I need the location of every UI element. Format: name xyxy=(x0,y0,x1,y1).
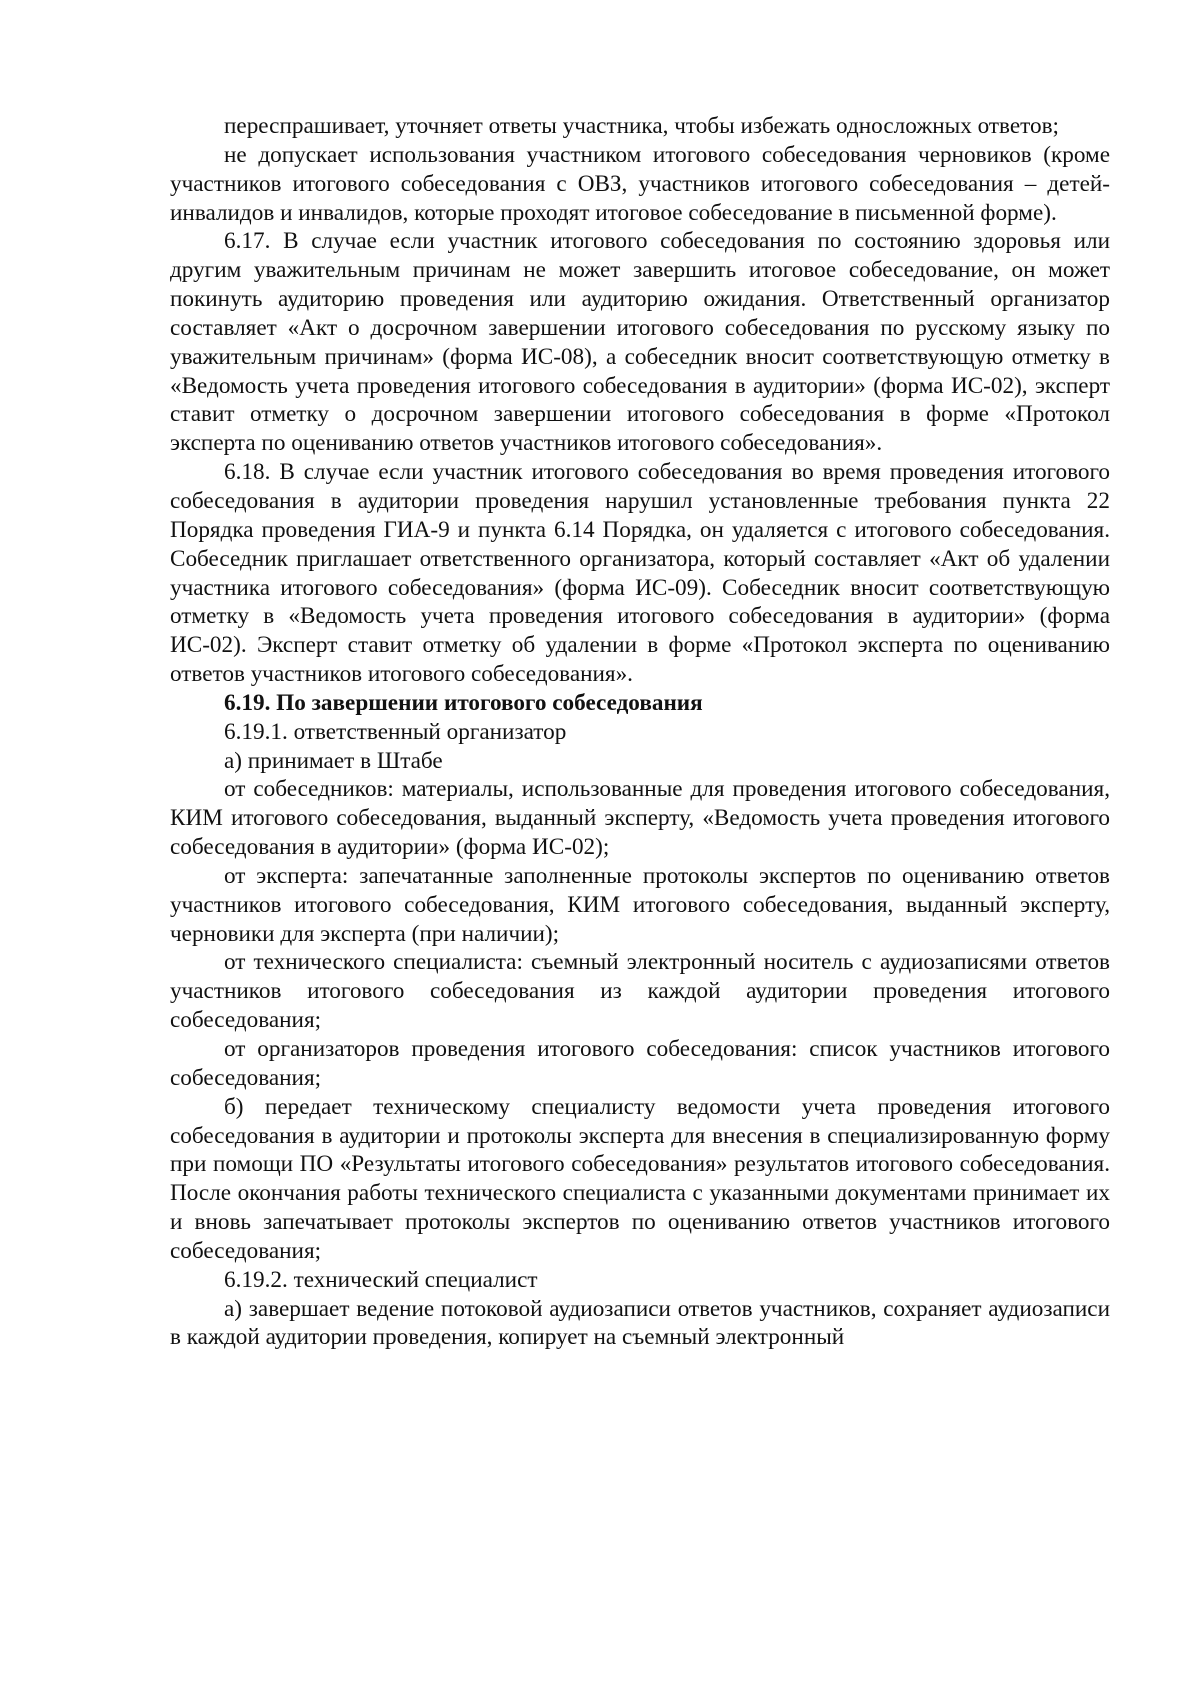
document-page xyxy=(170,112,1110,1592)
heading-6-19: 6.19. По завершении итогового собеседования xyxy=(224,689,703,716)
paragraph-from-organizers: от организаторов проведения итогового собеседования: список участников итогового собеседования; xyxy=(170,1036,1110,1091)
paragraph-drafts-rule: не допускает использования участником итогового собеседования черновиков (кроме участников итогового собеседования с ОВЗ, участников итогового собеседования – детей-инвалидов и инвалидов, которые проходят итоговое собеседование в письменной форме). xyxy=(170,141,1110,226)
paragraph-6-19-2-a: а) завершает ведение потоковой аудиозаписи ответов участников, сохраняет аудиозаписи в каждой аудитории проведения, копирует на съемный электронный xyxy=(170,1295,1110,1351)
paragraph-from-tech-specialist: от технического специалиста: съемный электронный носитель с аудиозаписями ответов участников итогового собеседования из каждой аудитории проведения итогового собеседования; xyxy=(170,949,1110,1034)
paragraph-6-19-2: 6.19.2. технический специалист xyxy=(224,1266,538,1293)
paragraph-6-19-1-a: а) принимает в Штабе xyxy=(224,747,443,774)
paragraph-continuation-1: переспрашивает, уточняет ответы участника, чтобы избежать односложных ответов; xyxy=(224,113,1059,139)
paragraph-from-interviewers: от собеседников: материалы, использованные для проведения итогового собеседования, КИМ итогового собеседования, выданный эксперту, «Ведомость учета проведения итогового собеседования в аудитории» (форма ИС-02); xyxy=(170,776,1110,861)
paragraph-6-19-1: 6.19.1. ответственный организатор xyxy=(224,718,567,745)
paragraph-6-17: 6.17. В случае если участник итогового собеседования по состоянию здоровья или другим уважительным причинам не может завершить итоговое собеседование, он может покинуть аудиторию проведения или аудиторию ожидания. Ответственный организатор составляет «Акт о досрочном завершении итогового собеседования по русскому языку по уважительным причинам» (форма ИС-08), а собеседник вносит соответствующую отметку в «Ведомость учета проведения итогового собеседования в аудитории» (форма ИС-02), эксперт ставит отметку о досрочном завершении итогового собеседования в форме «Протокол эксперта по оцениванию ответов участников итогового собеседования». xyxy=(170,228,1110,457)
paragraph-6-19-1-b: б) передает техническому специалисту ведомости учета проведения итогового собеседования в аудитории и протоколы эксперта для внесения в специализированную форму при помощи ПО «Результаты итогового собеседования» результатов итогового собеседования. После окончания работы технического специалиста с указанными документами принимает их и вновь запечатывает протоколы экспертов по оцениванию ответов участников итогового собеседования; xyxy=(170,1093,1110,1264)
paragraph-from-expert: от эксперта: запечатанные заполненные протоколы экспертов по оцениванию ответов участников итогового собеседования, КИМ итогового собеседования, выданный эксперту, черновики для эксперта (при наличии); xyxy=(170,862,1110,947)
paragraph-6-18: 6.18. В случае если участник итогового собеседования во время проведения итогового собеседования в аудитории проведения нарушил установленные требования пункта 22 Порядка проведения ГИА-9 и пункта 6.14 Порядка, он удаляется с итогового собеседования. Собеседник приглашает ответственного организатора, который составляет «Акт об удалении участника итогового собеседования» (форма ИС-09). Собеседник вносит соответствующую отметку в «Ведомость учета проведения итогового собеседования в аудитории» (форма ИС-02). Эксперт ставит отметку об удалении в форме «Протокол эксперта по оцениванию ответов участников итогового собеседования». xyxy=(170,459,1110,688)
